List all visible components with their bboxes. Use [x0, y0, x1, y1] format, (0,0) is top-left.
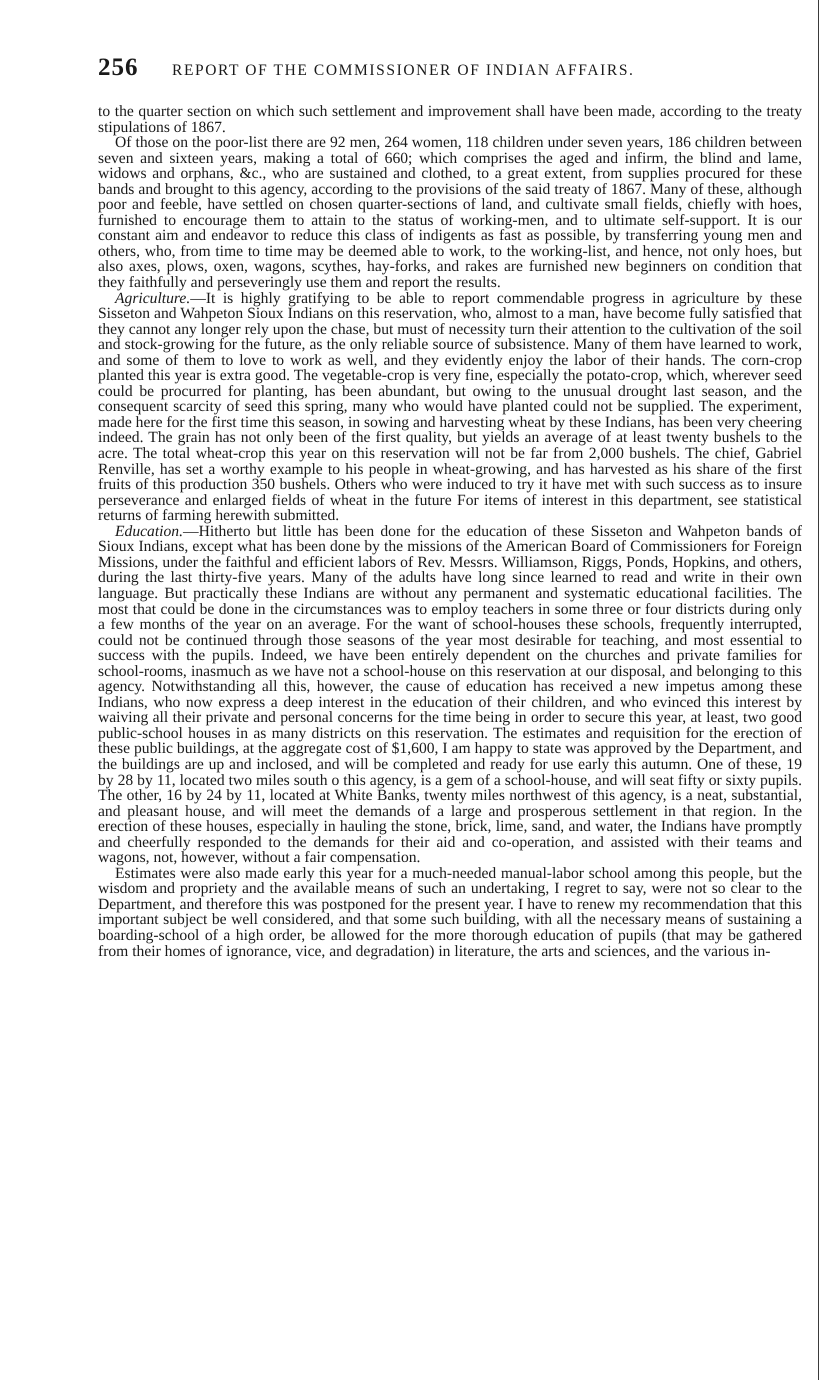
paragraph-text: —It is highly gratifying to be able to report commendable progress in agriculture by these Sisseton and Wahpeton Sioux Indians on this reservation, who, almost to a man, have become fully satisfied that they cannot any longer rely upon the chase, but must of necessity turn their attention to the cultivation of the soil and stock-growing for the future, as the only reliable source of subsistence. Many of them have learned to work, and some of them to love to work as well, and they evidently enjoy the labor of their hands. The corn-crop planted this year is extra good. The vegetable-crop is very fine, especially the potato-crop, which, wherever seed could be procurred for planting, has been abundant, but owing to the unusual drought last season, and the consequent scarcity of seed this spring, many who would have planted could not be supplied. The experiment, made here for the first time this season, in sowing and harvesting wheat by these Indians, has been very cheering indeed. The grain has not only been of the first quality, but yields an average of at least twenty bushels to the acre. The total wheat-crop this year on this reservation will not be far from 2,000 bushels. The chief, Gabriel Renville, has set a worthy example to his people in wheat-growing, and has harvested as his share of the first fruits of this production 350 bushels. Others who were induced to try it have met with such success as to insure perseverance and enlarged fields of wheat in the future For items of interest in this department, see statistical returns of farming herewith submitted.	[98, 289, 802, 525]
paragraph-text: to the quarter section on which such settlement and improvement shall have been made, according to the treaty stipulations of 1867.	[98, 103, 802, 136]
body-text	[98, 104, 802, 959]
section-heading-agriculture: Agriculture.	[115, 289, 191, 307]
paragraph-manual-labor-school	[98, 866, 802, 959]
paragraph-education	[98, 524, 802, 866]
page-number: 256	[98, 54, 139, 81]
paragraph-text: —Hitherto but little has been done for the education of these Sisseton and Wahpeton bands of Sioux Indians, except what has been done by the missions of the American Board of Commissioners for Foreign Missions, under the faithful and efficient labors of Rev. Messrs. Williamson, Riggs, Ponds, Hopkins, and others, during the last thirty-five years. Many of the adults have long since learned to read and write in their own language. But practically these Indians are without any permanent and systematic educational facilities. The most that could be done in the circumstances was to employ teachers in some three or four districts during only a few months of the year on an average. For the want of school-houses these schools, frequently interrupted, could not be continued through those seasons of the year most desirable for teaching, and most essential to success with the pupils. Indeed, we have been entirely dependent on the churches and private families for school-rooms, inasmuch as we have not a school-house on this reservation at our disposal, and belonging to this agency. Notwithstanding all this, however, the cause of education has received a new impetus among these Indians, who now express a deep interest in the education of their children, and who evinced this interest by waiving all their private and personal concerns for the time being in order to secure this year, at least, two good public-school houses in as many districts on this reservation. The estimates and requisition for the erection of these public buildings, at the aggregate cost of $1,600, I am happy to state was approved by the Department, and the buildings are up and inclosed, and will be completed and ready for use early this autumn. One of these, 19 by 28 by 11, located two miles south o this agency, is a gem of a school-house, and will seat fifty or sixty pupils. The other, 16 by 24 by 11, located at White Banks, twenty miles northwest of this agency, is a neat, substantial, and pleasant house, and will meet the demands of a large and prosperous settlement in that region. In the erection of these houses, especially in hauling the stone, brick, lime, sand, and water, the Indians have promptly and cheerfully responded to the demands for their aid and co-operation, and assisted with their teams and wagons, not, however, without a fair compensation.	[98, 522, 802, 867]
section-heading-education: Education.	[115, 522, 183, 540]
paragraph-text: Of those on the poor-list there are 92 men, 264 women, 118 children under seven years, 186 children between seven and sixteen years, making a total of 660; which comprises the aged and infirm, the blind and lame, widows and orphans, &c., who are sustained and clothed, to a great extent, from supplies procured for these bands and brought to this agency, according to the provisions of the said treaty of 1867. Many of these, although poor and feeble, have settled on chosen quarter-sections of land, and cultivate small fields, chiefly with hoes, furnished to encourage them to attain to the status of working-men, and to ultimate self-support. It is our constant aim and endeavor to reduce this class of indigents as fast as possible, by transferring young men and others, who, from time to time may be deemed able to work, to the working-list, and hence, not only hoes, but also axes, plows, oxen, wagons, scythes, hay-forks, and rakes are furnished new beginners on condition that they faithfully and perseveringly use them and report the results.	[98, 134, 802, 292]
paragraph-text: Estimates were also made early this year for a much-needed manual-labor school among this people, but the wisdom and propriety and the available means of such an undertaking, I regret to say, were not so clear to the Department, and therefore this was postponed for the present year. I have to renew my recommendation that this important subject be well considered, and that some such building, with all the necessary means of sustaining a boarding-school of a high order, be allowed for the more thorough education of pupils (that may be gathered from their homes of ignorance, vice, and degradation) in literature, the arts and sciences, and the various in-	[98, 864, 802, 960]
scan-page-edge	[818, 0, 819, 1380]
page-header	[98, 52, 798, 86]
paragraph-poor-list	[98, 135, 802, 290]
paragraph-agriculture	[98, 291, 802, 524]
paragraph-treaty-continuation	[98, 104, 802, 135]
running-title: REPORT OF THE COMMISSIONER OF INDIAN AFFAIRS.	[172, 62, 635, 79]
